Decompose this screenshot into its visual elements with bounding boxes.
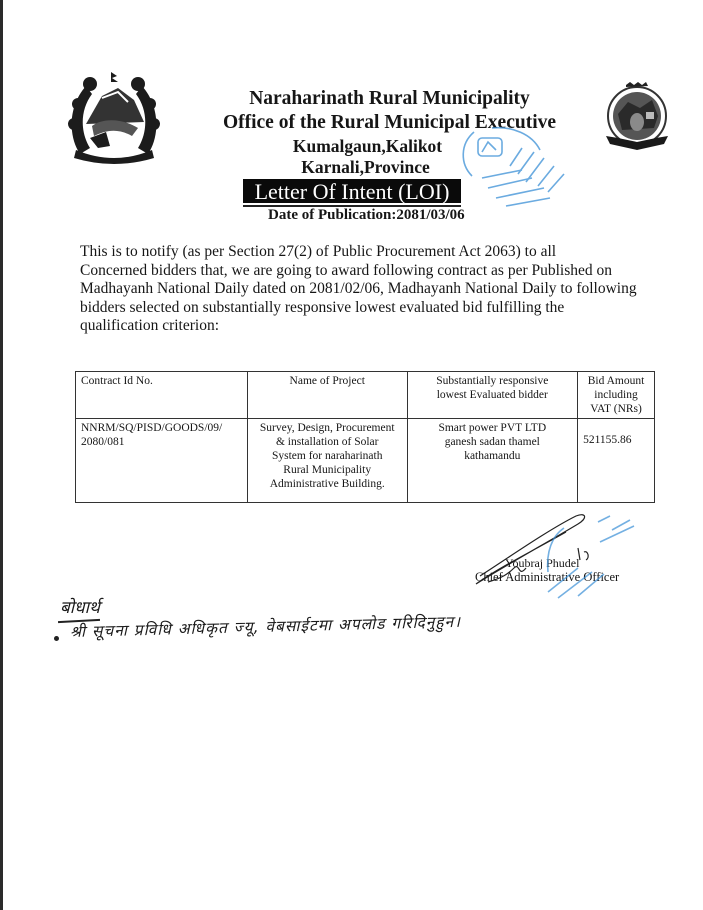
notification-paragraph xyxy=(80,243,680,336)
header-bid-amount: Bid Amount including VAT (NRs) xyxy=(578,372,655,419)
table-row xyxy=(76,419,655,503)
signatory-name: Youbraj Phudel xyxy=(505,556,580,570)
publication-date: Date of Publication:2081/03/06 xyxy=(268,207,465,223)
signatory-title: Chief Administrative Officer xyxy=(475,570,620,584)
municipality-name: Naraharinath Rural Municipality xyxy=(249,88,530,109)
officer-stamp-icon xyxy=(538,512,648,602)
province-line: Karnali,Province xyxy=(301,157,430,177)
paragraph-line: Concerned bidders that, we are going to award following contract as per Published on xyxy=(80,261,613,279)
cell-bid-amount: 521155.86 xyxy=(578,419,655,503)
header-bidder: Substantially responsive lowest Evaluated bidder xyxy=(407,372,578,419)
paragraph-line: Madhayanh National Daily dated on 2081/02/06, Madhayanh National Daily to following xyxy=(80,280,637,298)
scan-edge-line xyxy=(0,0,3,910)
handwritten-note: श्री सूचना प्रविधि अधिकृत ज्यू, वेबसाईटमा अपलोड गरिदिनुहुन। xyxy=(69,612,462,641)
office-name: Office of the Rural Municipal Executive xyxy=(222,112,557,133)
header-contract-id: Contract Id No. xyxy=(76,372,248,419)
cell-bidder: Smart power PVT LTD ganesh sadan thamel kathamandu xyxy=(407,419,578,503)
office-stamp-icon xyxy=(452,126,572,210)
cell-contract-id: NNRM/SQ/PISD/GOODS/09/ 2080/081 xyxy=(76,419,248,503)
paragraph-line: This is to notify (as per Section 27(2) of Public Procurement Act 2063) to all xyxy=(80,243,557,260)
header-project-name: Name of Project xyxy=(247,372,407,419)
table-header-row xyxy=(76,372,655,419)
cell-project-name: Survey, Design, Procurement & installation of Solar System for naraharinath Rural Municipality Administrative Building. xyxy=(247,419,407,503)
paragraph-line: qualification criterion: xyxy=(80,317,220,335)
award-table xyxy=(75,371,655,503)
handwritten-heading: बोधार्थ xyxy=(60,598,100,618)
paragraph-line: bidders selected on substantially responsive lowest evaluated bid fulfilling the xyxy=(80,298,565,316)
address-line: Kumalgaun,Kalikot xyxy=(292,136,443,156)
document-title: Letter Of Intent (LOI) xyxy=(243,179,461,203)
bullet-dot xyxy=(54,636,59,641)
